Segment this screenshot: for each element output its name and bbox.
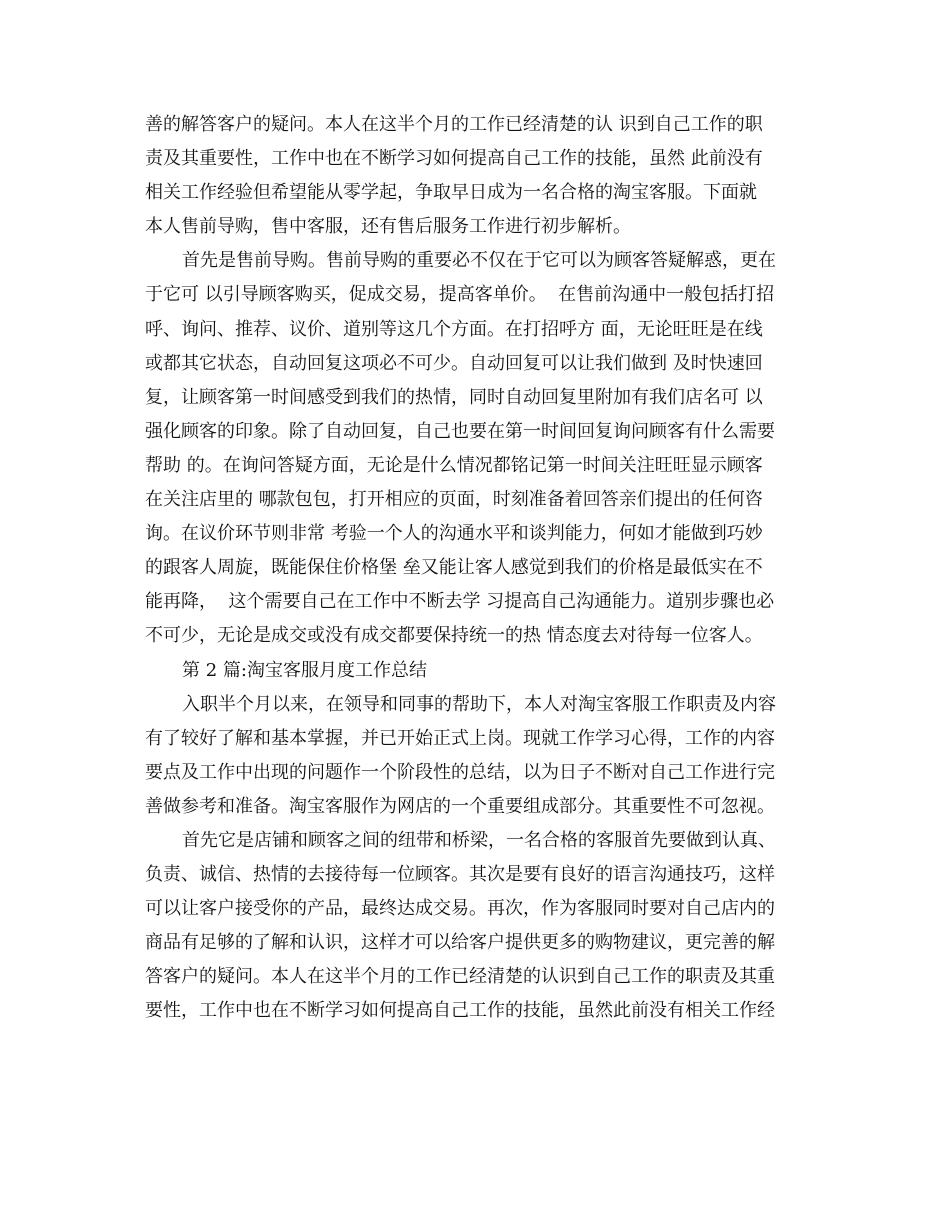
text-line: 责及其重要性，工作中也在不断学习如何提高自己工作的技能，虽然 此前没有 — [145, 148, 763, 170]
text-line: 第 2 篇:淘宝客服月度工作总结 — [182, 659, 427, 681]
text-line: 首先它是店铺和顾客之间的纽带和桥梁，一名合格的客服首先要做到认真、 — [182, 829, 776, 851]
text-line: 呼、询问、推荐、议价、道别等这几个方面。在打招呼方 面，无论旺旺是在线 — [145, 318, 763, 340]
text-line: 善的解答客户的疑问。本人在这半个月的工作已经清楚的认 识到自己工作的职 — [145, 114, 763, 135]
text-line: 帮助 的。在询问答疑方面，无论是什么情况都铭记第一时间关注旺旺显示顾客 — [145, 454, 763, 476]
text-line: 于它可 以引导顾客购买，促成交易，提高客单价。 在售前沟通中一般包括打招 — [145, 284, 775, 306]
text-line: 本人售前导购，售中客服，还有售后服务工作进行初步解析。 — [145, 216, 631, 238]
text-line: 可以让客户接受你的产品，最终达成交易。再次，作为客服同时要对自己店内的 — [145, 898, 775, 920]
text-line: 或都其它状态，自动回复这项必不可少。自动回复可以让我们做到 及时快速回 — [145, 352, 763, 374]
text-line: 能再降， 这个需要自己在工作中不断去学 习提高自己沟通能力。道别步骤也必 — [145, 591, 775, 613]
text-line: 要性，工作中也在不断学习如何提高自己工作的技能，虽然此前没有相关工作经 — [145, 1000, 775, 1022]
document-body — [145, 108, 810, 1029]
text-line: 商品有足够的了解和认识，这样才可以给客户提供更多的购物建议，更完善的解 — [145, 932, 775, 954]
text-line: 不可少，无论是成交或没有成交都要保持统一的热 情态度去对待每一位客人。 — [145, 625, 763, 647]
text-line: 负责、诚信、热情的去接待每一位顾客。其次是要有良好的语言沟通技巧，这样 — [145, 864, 775, 886]
text-line: 入职半个月以来，在领导和同事的帮助下，本人对淘宝客服工作职责及内容 — [182, 693, 776, 715]
text-line: 复，让顾客第一时间感受到我们的热情，同时自动回复里附加有我们店名可 以 — [145, 386, 763, 408]
text-line: 强化顾客的印象。除了自动回复，自己也要在第一时间回复询问顾客有什么需要 — [145, 420, 775, 442]
text-line: 要点及工作中出现的问题作一个阶段性的总结，以为日子不断对自己工作进行完 — [145, 761, 775, 783]
text-line: 相关工作经验但希望能从零学起，争取早日成为一名合格的淘宝客服。下面就 — [145, 182, 757, 204]
text-line: 有了较好了解和基本掌握，并已开始正式上岗。现就工作学习心得，工作的内容 — [145, 727, 775, 749]
text-line: 首先是售前导购。售前导购的重要必不仅在于它可以为顾客答疑解惑，更在 — [182, 250, 776, 272]
text-line: 询。在议价环节则非常 考验一个人的沟通水平和谈判能力，何如才能做到巧妙 — [145, 523, 763, 545]
text-line: 答客户的疑问。本人在这半个月的工作已经清楚的认识到自己工作的职责及其重 — [145, 966, 775, 988]
text-line: 的跟客人周旋，既能保住价格堡 垒又能让客人感觉到我们的价格是最低实在不 — [145, 557, 763, 579]
text-line: 善做参考和准备。淘宝客服作为网店的一个重要组成部分。其重要性不可忽视。 — [145, 795, 775, 817]
text-line: 在关注店里的 哪款包包，打开相应的页面，时刻准备着回答亲们提出的任何咨 — [145, 489, 763, 511]
